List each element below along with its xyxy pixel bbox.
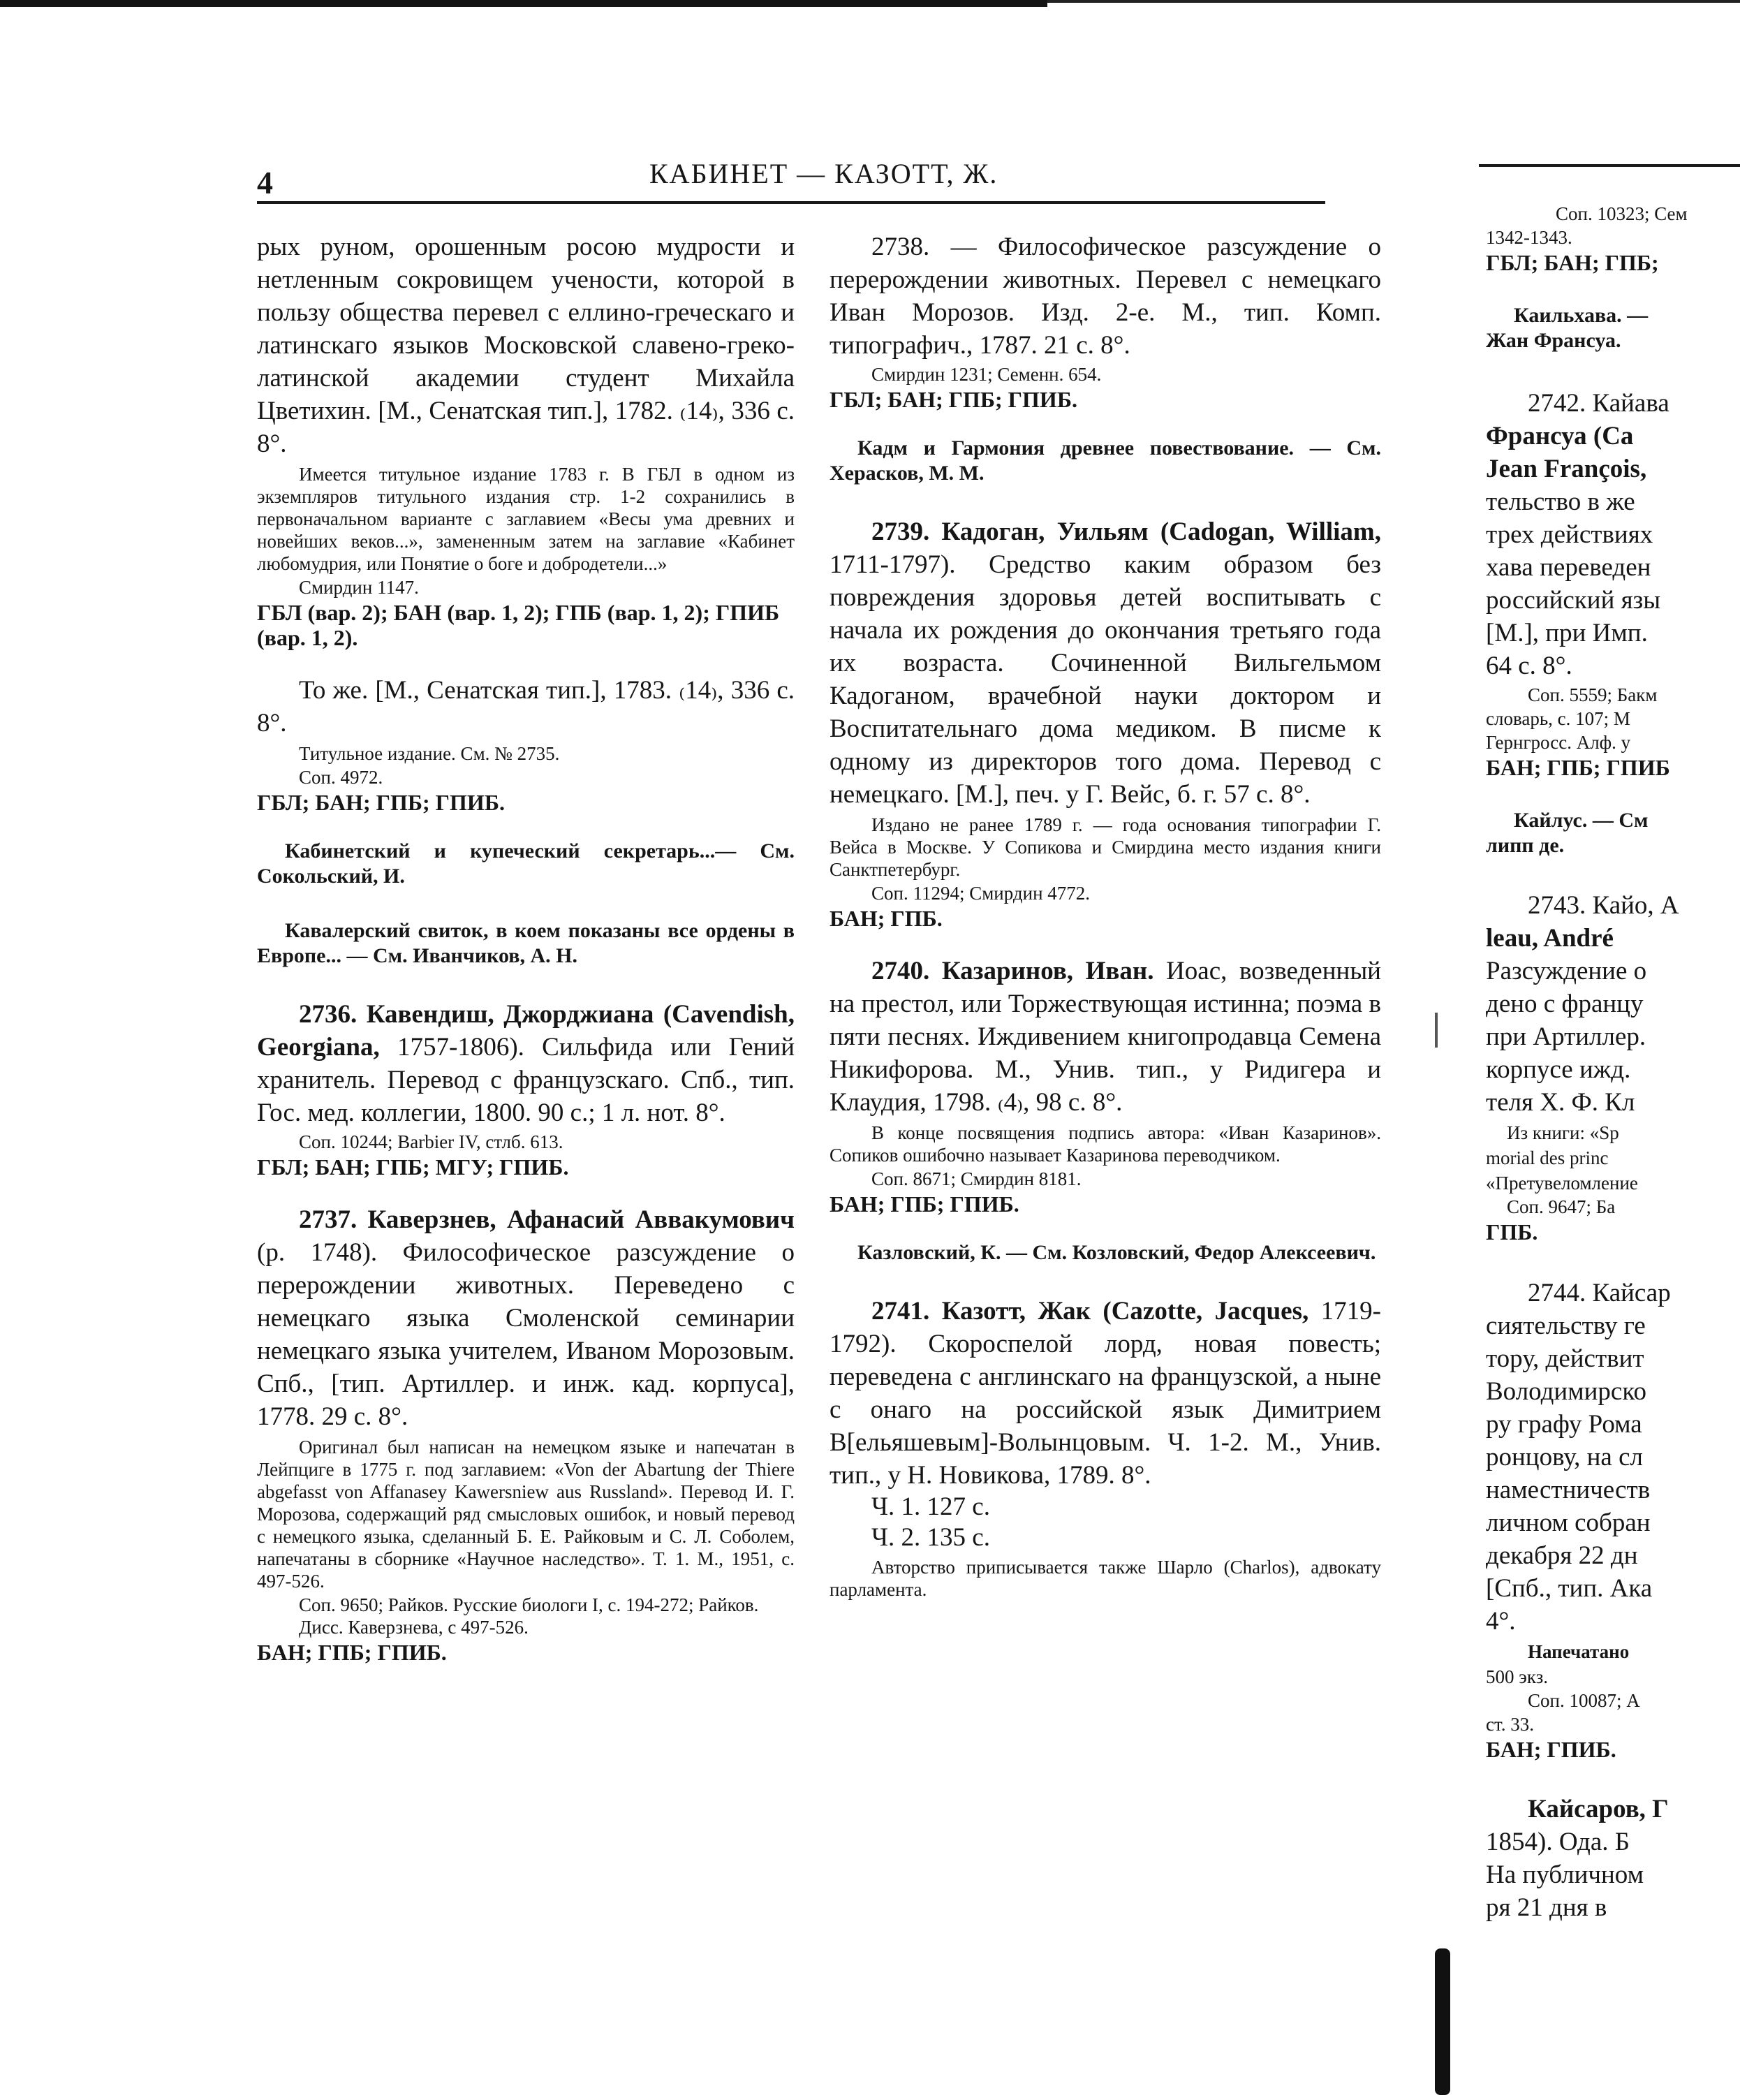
entry-text: 2738. — Философическое разсуждение о перерождении животных. Перевел с немецкаго Иван Морозов. Изд. 2-е. М., тип. Комп. типографич., 1787. 21 с. 8°.	[830, 233, 1381, 360]
entry-text: ру графу Рома	[1486, 1410, 1642, 1439]
entry-text: наместничеств	[1486, 1476, 1651, 1504]
entry-references: Смирдин 1147.	[299, 577, 419, 598]
entry-body: (р. 1748). Философическое разсуждение о перерождении животных. Переведено с немецкаго языка Смоленской семинарии немецкаго языка учителем, Иваном Морозовым. Спб., [тип. Артиллер. и инж. кад. корпуса], 1778. 29 с. 8°.	[257, 1238, 795, 1431]
entry-text	[830, 515, 1381, 811]
cross-reference: липп де.	[1486, 834, 1565, 857]
entry-references: Соп. 8671; Смирдин 8181.	[871, 1168, 1082, 1189]
scan-gutter-mark	[1435, 1013, 1438, 1048]
entry-note: Напечатано	[1528, 1641, 1630, 1662]
entry-text: тельство в же	[1486, 487, 1635, 516]
entry-text	[830, 955, 1381, 1119]
entry-2743-heading: 2743. Кайо, А	[1528, 891, 1679, 920]
entry-text: [Спб., тип. Ака	[1486, 1574, 1653, 1603]
entry-libraries: БАН; ГПБ.	[830, 906, 943, 931]
column-left	[257, 230, 795, 1689]
entry-2738	[830, 230, 1381, 412]
entry-text: 1854). Ода. Б	[1486, 1828, 1630, 1856]
entry-text: Jean François,	[1486, 455, 1647, 483]
entry-references: словарь, с. 107; М	[1486, 708, 1630, 729]
entry-part: Ч. 1. 127 с.	[871, 1492, 990, 1521]
entry-heading: 2736. Кавендиш, Джорджиана (Cavendish, Georgiana,	[257, 1000, 795, 1062]
entry-body: 1719-1792). Скороспелой лорд, новая повесть; переведена с англинскаго на французской, а ныне с онаго на российской язык Димитрием В[ельяшевым]-Волынцовым. Ч. 1-2. М., Унив. тип., у Н. Новикова, 1789. 8°.	[830, 1297, 1381, 1490]
entry-references: Соп. 5559; Бакм	[1528, 684, 1658, 705]
entry-text: [М.], при Имп.	[1486, 619, 1648, 647]
entry-text: дено с францу	[1486, 990, 1644, 1018]
entry-note: Авторство приписывается также Шарло (Charlos), адвокату парламента.	[830, 1557, 1381, 1600]
entry-libraries: БАН; ГПИБ.	[1486, 1737, 1616, 1762]
cross-reference: Жан Франсуа.	[1486, 329, 1621, 352]
entry-note: Титульное издание. См. № 2735.	[299, 743, 560, 764]
entry-text: при Артиллер.	[1486, 1022, 1646, 1051]
entry-body: 1711-1797). Средство каким образом без повреждения здоровья детей воспитывать с начала их рождения до окончания третьяго года их возраста. Сочиненной Вильгельмом Кадоганом, врачебной науки доктором и Воспитательнаго дома медиком. В писме к одному из директоров того дома. Перевод с немецкаго. [М.], печ. у Г. Вейс, б. г. 57 с. 8°.	[830, 550, 1381, 809]
entry-2735-continued	[257, 230, 795, 650]
cross-reference: Каильхава. —	[1514, 304, 1649, 327]
entry-libraries: ГБЛ; БАН; ГПБ;	[1486, 250, 1659, 275]
entry-text: российский язы	[1486, 586, 1661, 615]
entry-note: Из книги: «Sp	[1507, 1122, 1619, 1143]
entry-libraries: БАН; ГПБ; ГПИБ.	[830, 1191, 1019, 1217]
entry-text: трех действиях	[1486, 520, 1653, 549]
entry-references: Соп. 10087; А	[1528, 1690, 1640, 1711]
entry-libraries: ГПБ.	[1486, 1219, 1538, 1244]
entry-text: сиятельству ге	[1486, 1312, 1646, 1340]
entry-references: Соп. 11294; Смирдин 4772.	[871, 883, 1091, 904]
entry-text	[830, 1295, 1381, 1492]
entry-text: декабря 22 дн	[1486, 1541, 1638, 1570]
scan-ink-blot	[1435, 1948, 1450, 2095]
entry-kaisarov-heading: Кайсаров, Г	[1528, 1795, 1669, 1823]
entry-same-1783	[257, 674, 795, 815]
cross-reference: Кадм и Гармония древнее повествование. — См. Херасков, М. М.	[830, 436, 1381, 485]
entry-text: теля Х. Ф. Кл	[1486, 1088, 1635, 1117]
cross-reference: Кайлус. — См	[1514, 809, 1649, 832]
entry-heading: 2740. Казаринов, Иван.	[871, 957, 1154, 985]
entry-text: ря 21 дня в	[1486, 1893, 1607, 1922]
entry-note: «Претувеломление	[1486, 1173, 1638, 1194]
column-middle	[830, 230, 1381, 1624]
scan-top-edge	[0, 0, 1047, 7]
entry-libraries: БАН; ГПБ; ГПИБ.	[257, 1640, 447, 1665]
entry-text: хава переведен	[1486, 553, 1651, 582]
entry-text	[257, 998, 795, 1129]
entry-text: ронцову, на сл	[1486, 1443, 1643, 1471]
entry-text: Разсуждение о	[1486, 957, 1647, 985]
header-rule	[257, 201, 1325, 204]
scan-top-edge-right	[1047, 0, 1740, 3]
entry-2740	[830, 955, 1381, 1217]
entry-body: 1757-1806). Сильфида или Гений хранитель. Перевод с французскаго. Спб., тип. Гос. мед. коллегии, 1800. 90 с.; 1 л. нот. 8°.	[257, 1033, 795, 1127]
entry-2744-heading: 2744. Кайсар	[1528, 1279, 1671, 1307]
entry-part: Ч. 2. 135 с.	[871, 1523, 990, 1552]
entry-text: То же. [М., Сенатская тип.], 1783. ₍14₎, 336 с. 8°.	[257, 676, 795, 737]
cross-reference: Казловский, К. — См. Козловский, Федор Алексеевич.	[857, 1241, 1376, 1264]
entry-2739	[830, 515, 1381, 931]
entry-references: Соп. 9650; Райков. Русские биологи I, с. 194-272; Райков. Дисс. Каверзнева, с 497-526.	[299, 1594, 759, 1638]
entry-text: Франсуа (Са	[1486, 422, 1634, 450]
entry-libraries: ГБЛ; БАН; ГПБ; ГПИБ.	[830, 387, 1077, 412]
entry-2742-heading: 2742. Кайава	[1528, 389, 1669, 418]
entry-references: Смирдин 1231; Семенн. 654.	[871, 364, 1102, 385]
entry-note: 500 экз.	[1486, 1666, 1549, 1687]
entry-references: Соп. 4972.	[299, 767, 383, 788]
entry-2741	[830, 1295, 1381, 1601]
entry-text: личном собран	[1486, 1508, 1651, 1537]
entry-references: ст. 33.	[1486, 1714, 1535, 1735]
entry-note: Оригинал был написан на немецком языке и напечатан в Лейпциге в 1775 г. под заглавием: «Von der Abartung der Thiere abgefasst von Affanasey Kawersniew aus Russland». Перевод И. Г. Морозова, содержащий ряд смысловых ошибок, и новый перевод с немецкого языка, сделанный Б. Е. Райковым и С. Л. Соболем, напечатаны в сборнике «Научное наследство». Т. 1. М., 1951, с. 497-526.	[257, 1437, 795, 1592]
entry-heading: 2739. Кадоган, Уильям (Cadogan, William,	[871, 517, 1381, 546]
entry-note: В конце посвящения подпись автора: «Иван Казаринов». Сопиков ошибочно называет Казаринова переводчиком.	[830, 1122, 1381, 1166]
entry-references: 1342-1343.	[1486, 227, 1572, 248]
entry-2736	[257, 998, 795, 1180]
entry-references: Соп. 10323; Сем	[1556, 203, 1688, 224]
entry-text: рых руном, орошенным росою мудрости и нетленным сокровищем учености, которой в пользу общества перевел с еллино-греческаго и латинскаго языков Московской славено-греко-латинской академии студент Михайла Цветихин. [М., Сенатская тип.], 1782. ₍14₎, 336 с. 8°.	[257, 233, 795, 458]
entry-note: Издано не ранее 1789 г. — года основания типографии Г. Вейса в Москве. У Сопикова и Смирдина место издания книги Санктпетербург.	[830, 814, 1381, 880]
entry-note: Имеется титульное издание 1783 г. В ГБЛ в одном из экземпляров титульного издания стр. 1-2 сохранились в первоначальном варианте с заглавием «Весы ума древних и новейших веков...», замененным затем на заглавие «Кабинет любомудрия, или Понятие о боге и добродетели...»	[257, 464, 795, 574]
entry-note: morial des princ	[1486, 1147, 1609, 1168]
entry-text: Володимирско	[1486, 1377, 1646, 1406]
entry-heading: 2741. Казотт, Жак (Cazotte, Jacques,	[871, 1297, 1309, 1326]
cross-reference: Кабинетский и купеческий секретарь...— См. Сокольский, И.	[257, 839, 795, 888]
entry-text: 4°.	[1486, 1607, 1516, 1636]
cross-reference: Кавалерский свиток, в коем показаны все ордены в Европе... — См. Иванчиков, А. Н.	[257, 919, 795, 967]
entry-body: Иоас, возведенный на престол, или Торжествующая истинна; поэма в пяти песнях. Иждивением книгопродавца Семена Никифорова. М., Унив. тип., у Ридигера и Клаудия, 1798. ₍4₎, 98 с. 8°.	[830, 957, 1381, 1117]
entry-text: корпусе ижд.	[1486, 1055, 1631, 1084]
entry-heading: 2737. Каверзнев, Афанасий Аввакумович	[299, 1205, 795, 1234]
entry-libraries: ГБЛ (вар. 2); БАН (вар. 1, 2); ГПБ (вар. 1, 2); ГПИБ (вар. 1, 2).	[257, 600, 780, 650]
column-right-cropped	[1486, 201, 1740, 1924]
entry-text: На публичном	[1486, 1860, 1644, 1889]
page-number: 4	[257, 165, 273, 200]
entry-libraries: ГБЛ; БАН; ГПБ; ГПИБ.	[257, 790, 505, 815]
header-rule-right	[1479, 164, 1740, 167]
entry-text: leau, André	[1486, 924, 1614, 953]
entry-2737	[257, 1203, 795, 1665]
entry-text: 64 с. 8°.	[1486, 652, 1572, 680]
entry-text: тору, действит	[1486, 1344, 1644, 1373]
running-head: КАБИНЕТ — КАЗОТТ, Ж.	[649, 158, 998, 189]
entry-references: Соп. 9647; Ба	[1507, 1196, 1616, 1217]
entry-libraries: БАН; ГПБ; ГПИБ	[1486, 755, 1670, 780]
entry-text	[257, 1203, 795, 1433]
entry-references: Гернгросс. Алф. у	[1486, 732, 1631, 753]
entry-libraries: ГБЛ; БАН; ГПБ; МГУ; ГПИБ.	[257, 1154, 569, 1180]
entry-references: Соп. 10244; Barbier IV, стлб. 613.	[299, 1131, 563, 1152]
